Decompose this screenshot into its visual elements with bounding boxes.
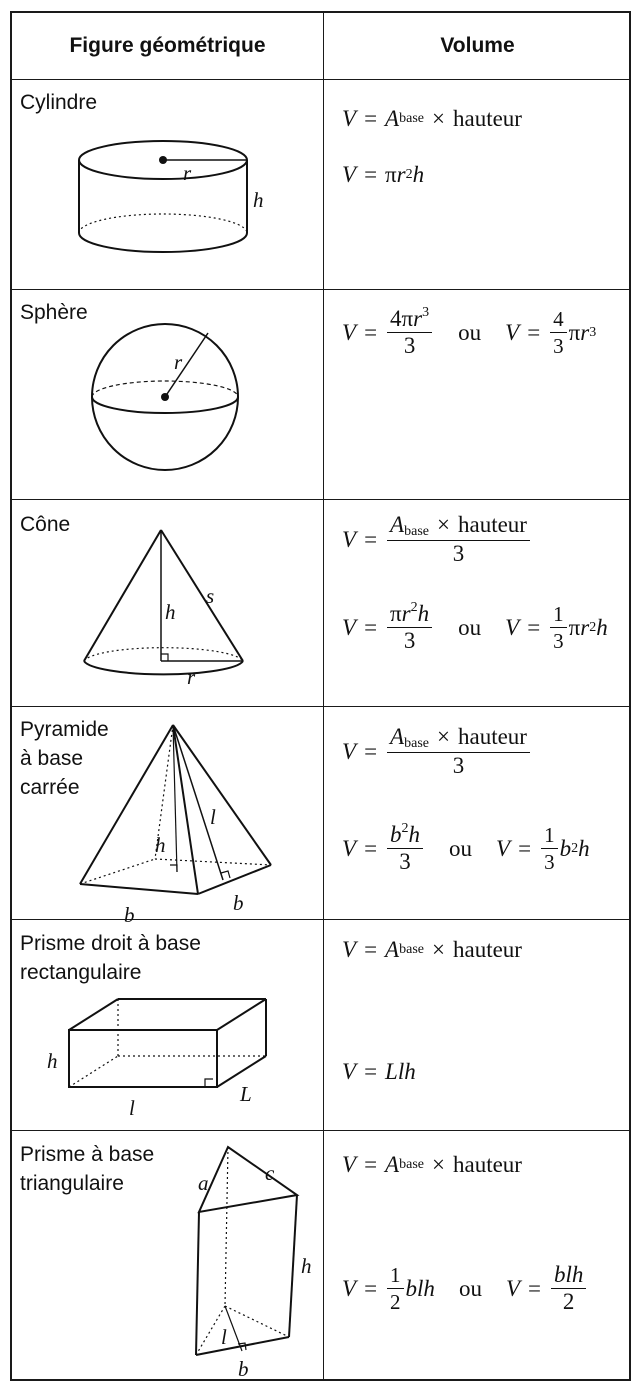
tri-prism-formula-1: V = A base × hauteur <box>342 1152 522 1177</box>
pyramid-base-label-2: b <box>233 891 244 915</box>
tri-prism-label: Prisme à base triangulaire <box>20 1143 155 1195</box>
pyramid-slant-label: l <box>210 805 216 829</box>
sphere-fraction-2: $\frac{4}{3}$ <box>550 307 567 358</box>
tri-prism-height-label: h <box>301 1254 312 1278</box>
sphere-formula: V = $\frac{4\pi r^3}{3}$ ou V = $\frac{4}{3}$ π r 3 <box>342 305 597 358</box>
pyramid-figure <box>12 706 323 927</box>
cone-height-label: h <box>165 600 176 624</box>
pyramid-fraction-1: $\frac{A_{base} \times hauteur}{3}$ <box>387 725 530 778</box>
pyramid-fraction-3: $\frac{1}{3}$ <box>541 823 558 874</box>
cone-label: Cône <box>20 513 71 536</box>
cylinder-figure <box>12 79 323 289</box>
or-text: ou <box>458 614 482 640</box>
column-divider <box>323 13 324 1379</box>
cone-slant-label: s <box>206 584 215 608</box>
cone-fraction-3: $\frac{1}{3}$ <box>550 602 567 653</box>
tri-prism-fraction-2: $\frac{\text{blh}}{2}$ <box>551 1263 586 1314</box>
rect-prism-formula-2: V = Llh <box>342 1059 416 1084</box>
pyramid-label: Pyramide à base carrée <box>20 718 109 799</box>
rect-prism-label: Prisme droit à base rectangulaire <box>20 932 201 984</box>
tri-prism-side-c-label: c <box>265 1161 275 1185</box>
rect-prism-height-label: h <box>47 1049 58 1073</box>
sphere-radius-label: r <box>174 350 183 374</box>
tri-prism-formula-2: V = $\frac{1}{2}$ blh ou V = $\frac{\text{blh}}{2}$ <box>342 1263 588 1314</box>
sphere-figure <box>12 289 323 499</box>
rect-prism-width-label: L <box>240 1082 252 1106</box>
tri-prism-side-a-label: a <box>198 1171 209 1195</box>
sphere-fraction-1: $\frac{4\pi r^3}{3}$ <box>387 307 432 358</box>
cylinder-radius-label: r <box>183 161 192 185</box>
pyramid-formula-2: V = $\frac{b^2h}{3}$ ou V = $\frac{1}{3}$ b 2 h <box>342 821 590 874</box>
cylinder-formula-1: V = A base × hauteur <box>342 106 522 131</box>
cylinder-label: Cylindre <box>20 91 98 114</box>
cone-formula-2: V = $\frac{\pi r^2h}{3}$ ou V = $\frac{1}{3}$ π r 2 h <box>342 600 608 653</box>
cone-formula-1: V = $\frac{A_{base} \times hauteur}{3}$ <box>342 513 532 566</box>
pyramid-formula-1: V = $\frac{A_{base} \times hauteur}{3}$ <box>342 725 532 778</box>
pyramid-height-label: h <box>155 833 166 857</box>
header-volume: Volume <box>440 34 515 57</box>
rect-prism-formula-1: V = A base × hauteur <box>342 937 522 962</box>
volume-formula-table <box>10 11 631 1381</box>
pyramid-fraction-2: $\frac{b^2h}{3}$ <box>387 823 423 874</box>
sphere-label: Sphère <box>20 301 88 324</box>
tri-prism-b-label: b <box>238 1357 249 1381</box>
cylinder-formula-2: V = π r 2 h <box>342 162 425 187</box>
or-text: ou <box>458 319 482 345</box>
cone-figure <box>12 499 323 706</box>
tri-prism-fraction-1: $\frac{1}{2}$ <box>387 1263 404 1314</box>
cone-fraction-2: $\frac{\pi r^2h}{3}$ <box>387 602 432 653</box>
pyramid-base-label-1: b <box>124 903 135 927</box>
cylinder-height-label: h <box>253 188 264 212</box>
or-text: ou <box>449 835 473 861</box>
tri-prism-l-label: l <box>221 1325 227 1349</box>
cone-fraction-1: $\frac{A_{base} \times hauteur}{3}$ <box>387 513 530 566</box>
or-text: ou <box>458 1275 482 1301</box>
rect-prism-length-label: l <box>129 1096 135 1120</box>
tri-prism-figure <box>12 1130 323 1383</box>
rect-prism-figure <box>12 919 323 1130</box>
cone-radius-label: r <box>187 665 196 689</box>
header-figure: Figure géométrique <box>69 34 266 57</box>
